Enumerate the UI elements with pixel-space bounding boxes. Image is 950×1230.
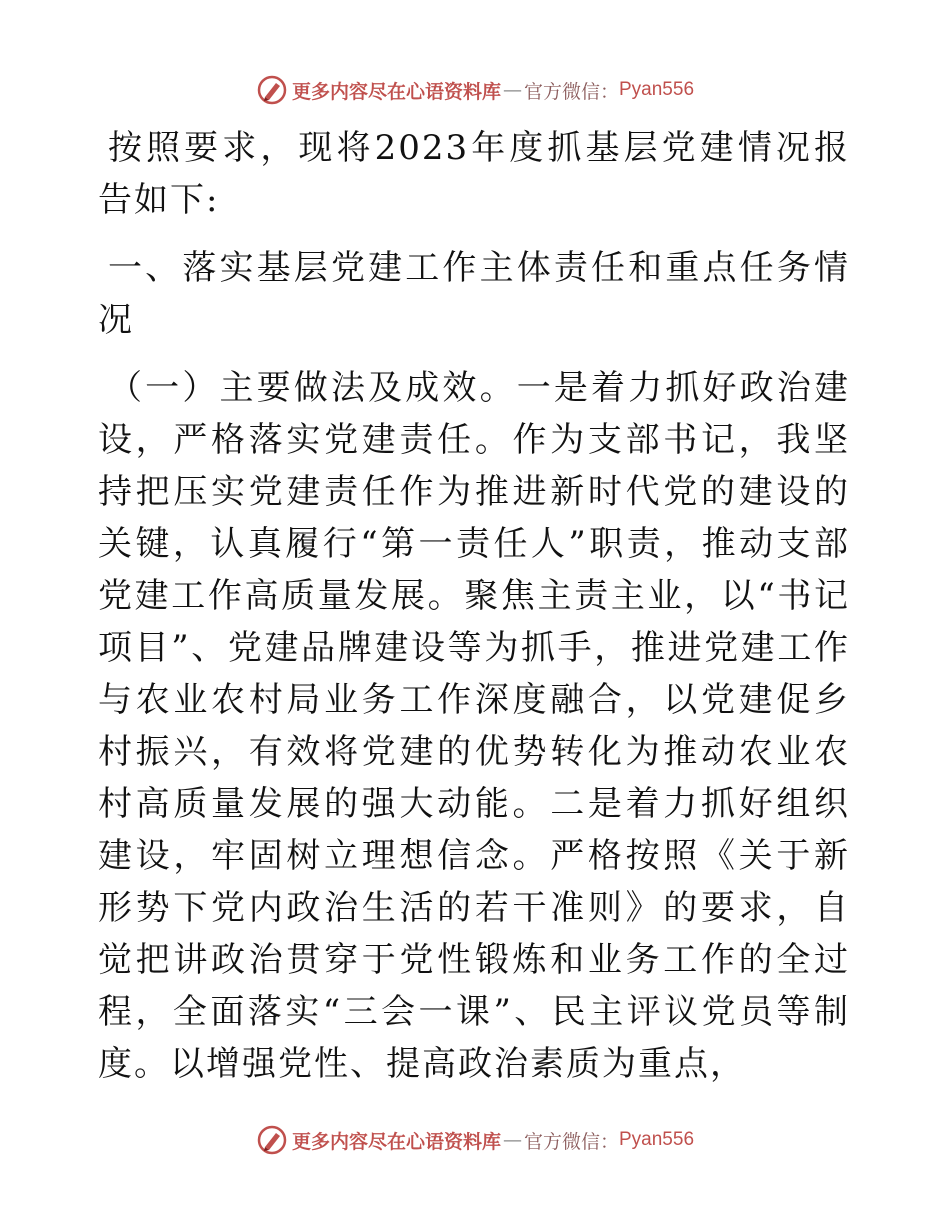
banner-brand-text: 更多内容尽在心语资料库 [291,1130,501,1153]
pen-logo-icon [256,74,288,106]
banner-separator: — [502,79,522,101]
subsection-paragraph: （一）主要做法及成效。一是着力抓好政治建设，严格落实党建责任。作为支部书记，我坚持把压实党建责任作为推进新时代党的建设的关键，认真履行“第一责任人”职责，推动支部党建工作高质量发展。聚焦主责主业，以“书记项目”、党建品牌建设等为抓手，推进党建工作与农业农村局业务工作深度融合，以党建促乡村振兴，有效将党建的优势转化为推动农业农村高质量发展的强大动能。二是着力抓好组织建设，牢固树立理想信念。严格按照《关于新形势下党内政治生活的若干准则》的要求，自觉把讲政治贯穿于党性锻炼和业务工作的全过程，全面落实“三会一课”、民主评议党员等制度。以增强党性、提高政治素质为重点， [98,368,850,1084]
banner-wechat-label: 官方微信： [523,80,619,103]
document-body [98,122,850,1090]
pen-logo-icon [256,1124,288,1156]
banner-wechat-handle: Pyan556 [619,79,695,100]
banner-wechat-handle: Pyan556 [619,1129,695,1150]
banner-separator: — [502,1129,522,1151]
watermark-banner-top [0,70,950,110]
intro-paragraph: 按照要求，现将2023年度抓基层党建情况报告如下: [98,128,850,220]
section-heading: 一、落实基层党建工作主体责任和重点任务情况 [98,248,850,340]
banner-wechat-label: 官方微信： [523,1130,619,1153]
watermark-banner-bottom [0,1120,950,1160]
banner-brand-text: 更多内容尽在心语资料库 [291,80,501,103]
